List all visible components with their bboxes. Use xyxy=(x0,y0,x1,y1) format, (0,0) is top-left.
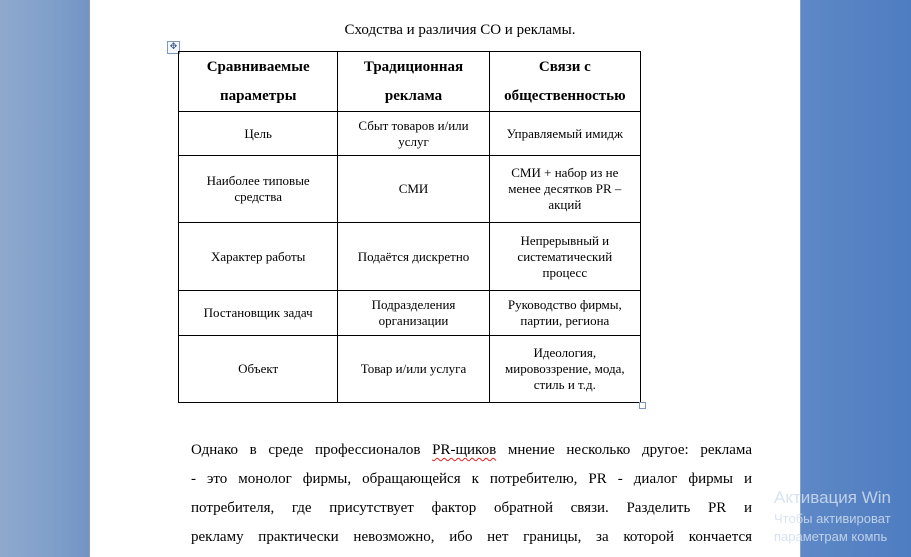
table-cell[interactable]: СМИ + набор из не менее десятков PR – акций xyxy=(489,156,640,223)
table-cell[interactable]: СМИ xyxy=(338,156,489,223)
header-line: общественностью xyxy=(504,87,626,104)
header-line: параметры xyxy=(219,87,297,104)
table-cell[interactable]: Сбыт товаров и/или услуг xyxy=(338,112,489,156)
table-cell[interactable]: Товар и/или услуга xyxy=(338,336,489,403)
table-cell[interactable]: Объект xyxy=(179,336,338,403)
watermark-title: Активация Win xyxy=(774,488,891,507)
table-row xyxy=(179,156,641,223)
table-cell[interactable]: Постановщик задач xyxy=(179,291,338,336)
header-line: Сравниваемые xyxy=(206,58,310,75)
workspace-background-left xyxy=(0,0,89,557)
body-paragraph[interactable] xyxy=(191,436,752,552)
table-resize-handle[interactable] xyxy=(639,402,646,409)
table-cell[interactable]: Наиболее типовые средства xyxy=(179,156,338,223)
paragraph-line: потребителя, где присутствует фактор обратной связи. Разделить PR и xyxy=(191,500,752,516)
table-row xyxy=(179,291,641,336)
table-caption: Сходства и различия СО и рекламы. xyxy=(344,22,576,38)
paragraph-line: - это монолог фирмы, обращающейся к потребителю, PR - диалог фирмы и xyxy=(191,471,752,487)
spelling-error-word[interactable]: PR-щиков xyxy=(432,442,497,458)
comparison-table[interactable] xyxy=(178,51,641,403)
table-cell[interactable]: Цель xyxy=(179,112,338,156)
paragraph-text: мнение несколько другое: реклама xyxy=(496,442,752,458)
table-row xyxy=(179,112,641,156)
header-line: реклама xyxy=(384,87,443,104)
table-cell[interactable]: Подаётся дискретно xyxy=(338,223,489,291)
table-cell[interactable]: Руководство фирмы, партии, региона xyxy=(489,291,640,336)
table-cell[interactable]: Управляемый имидж xyxy=(489,112,640,156)
table-row xyxy=(179,336,641,403)
table-cell[interactable]: Подразделения организации xyxy=(338,291,489,336)
table-cell[interactable]: Идеология, мировоззрение, мода, стиль и т.д. xyxy=(489,336,640,403)
header-cell-public-relations[interactable] xyxy=(489,52,640,112)
windows-activation-watermark xyxy=(774,486,891,546)
header-cell-parameters[interactable] xyxy=(179,52,338,112)
watermark-line: параметрам компь xyxy=(774,529,888,544)
paragraph-text: Однако в среде профессионалов xyxy=(191,442,433,458)
paragraph-line: рекламу практически невозможно, ибо нет границы, за которой кончается xyxy=(191,529,752,545)
workspace-background-right xyxy=(801,0,911,557)
watermark-line: Чтобы активироват xyxy=(774,511,891,526)
table-header-row xyxy=(179,52,641,112)
table-cell[interactable]: Характер работы xyxy=(179,223,338,291)
header-cell-advertising[interactable] xyxy=(338,52,489,112)
table-move-handle-icon[interactable]: ✥ xyxy=(167,41,180,54)
table-row xyxy=(179,223,641,291)
header-line: Связи с xyxy=(538,58,591,75)
header-line: Традиционная xyxy=(363,58,464,75)
document-page[interactable] xyxy=(89,0,801,557)
table-cell[interactable]: Непрерывный и систематический процесс xyxy=(489,223,640,291)
paragraph-line xyxy=(191,436,752,465)
